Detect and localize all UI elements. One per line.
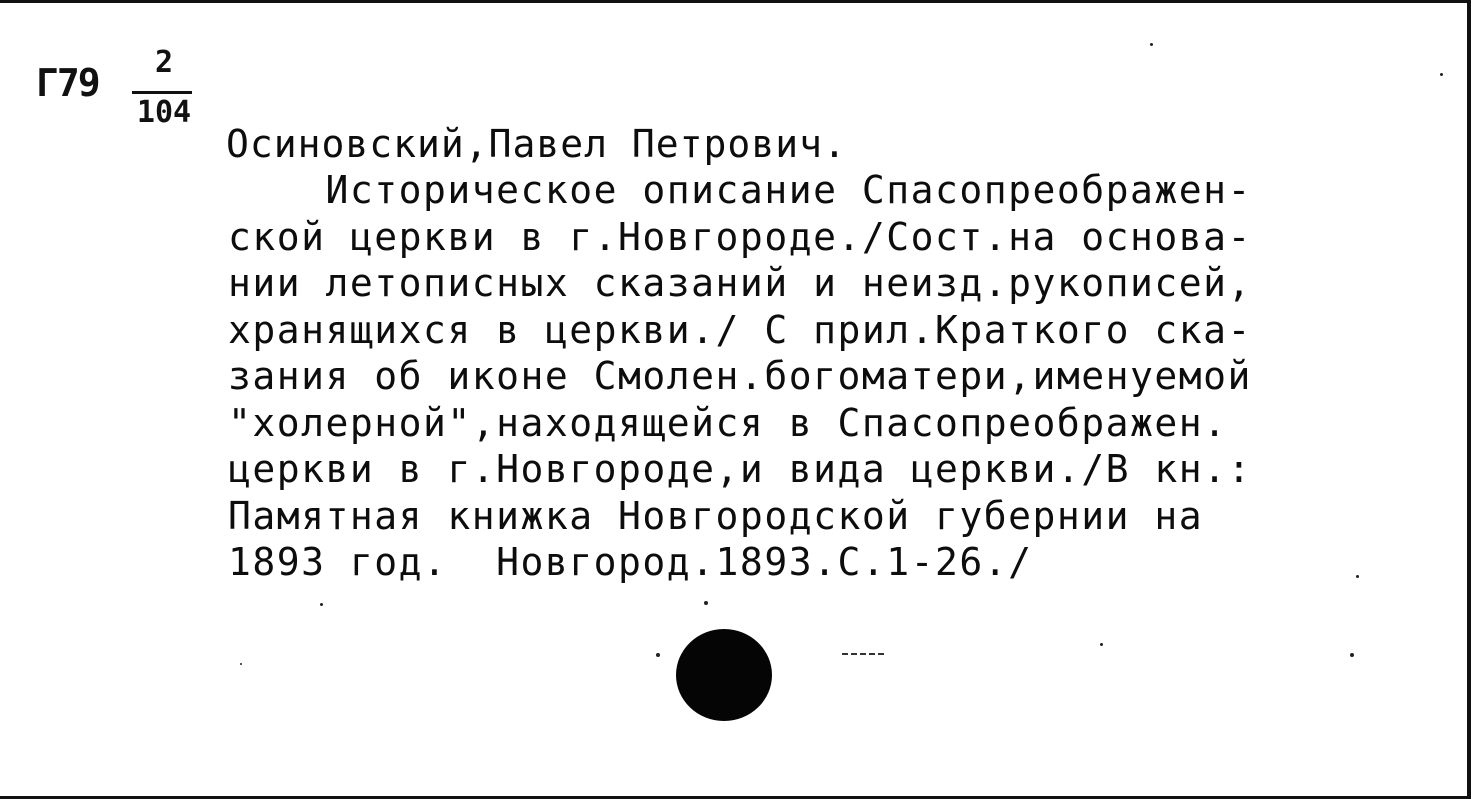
scan-speck xyxy=(320,603,323,606)
scan-speck xyxy=(1440,73,1443,76)
scan-speck xyxy=(704,601,708,605)
description-line: "холерной",находящейся в Спасопреображен. xyxy=(228,400,1228,445)
shelfmark-main: Г79 xyxy=(36,61,99,105)
author-heading: Осиновский,Павел Петрович. xyxy=(226,122,847,166)
shelfmark-denominator: 104 xyxy=(136,95,192,130)
scan-speck xyxy=(656,653,660,657)
scan-speck xyxy=(1100,643,1103,646)
shelfmark-numerator: 2 xyxy=(154,45,174,80)
scan-speck xyxy=(1350,653,1354,657)
scan-speck xyxy=(1356,575,1359,578)
description-line: нии летописных сказаний и неизд.рукописей, xyxy=(228,261,1252,305)
shelfmark-fraction-line xyxy=(132,91,192,94)
scan-speck xyxy=(240,663,242,665)
description-line: Историческое описание Спасопреображен- xyxy=(228,168,1252,212)
card-punch-hole xyxy=(676,629,772,721)
description-line: ской церкви в г.Новгороде./Сост.на основа- xyxy=(228,214,1252,259)
description-line: 1893 год. Новгород.1893.С.1-26./ xyxy=(228,540,1033,584)
description-line: церкви в г.Новгороде,и вида церкви./В кн.: xyxy=(228,447,1252,491)
scan-artifact-dash xyxy=(842,653,884,655)
shelfmark xyxy=(36,43,206,143)
bibliographic-description xyxy=(228,167,1458,586)
description-line: хранящихся в церкви./ С прил.Краткого ска- xyxy=(228,307,1252,352)
description-line: зания об иконе Смолен.богоматери,именуемой xyxy=(228,354,1252,398)
description-line: Памятная книжка Новгородской губернии на xyxy=(228,493,1204,538)
scan-speck xyxy=(1150,43,1153,46)
